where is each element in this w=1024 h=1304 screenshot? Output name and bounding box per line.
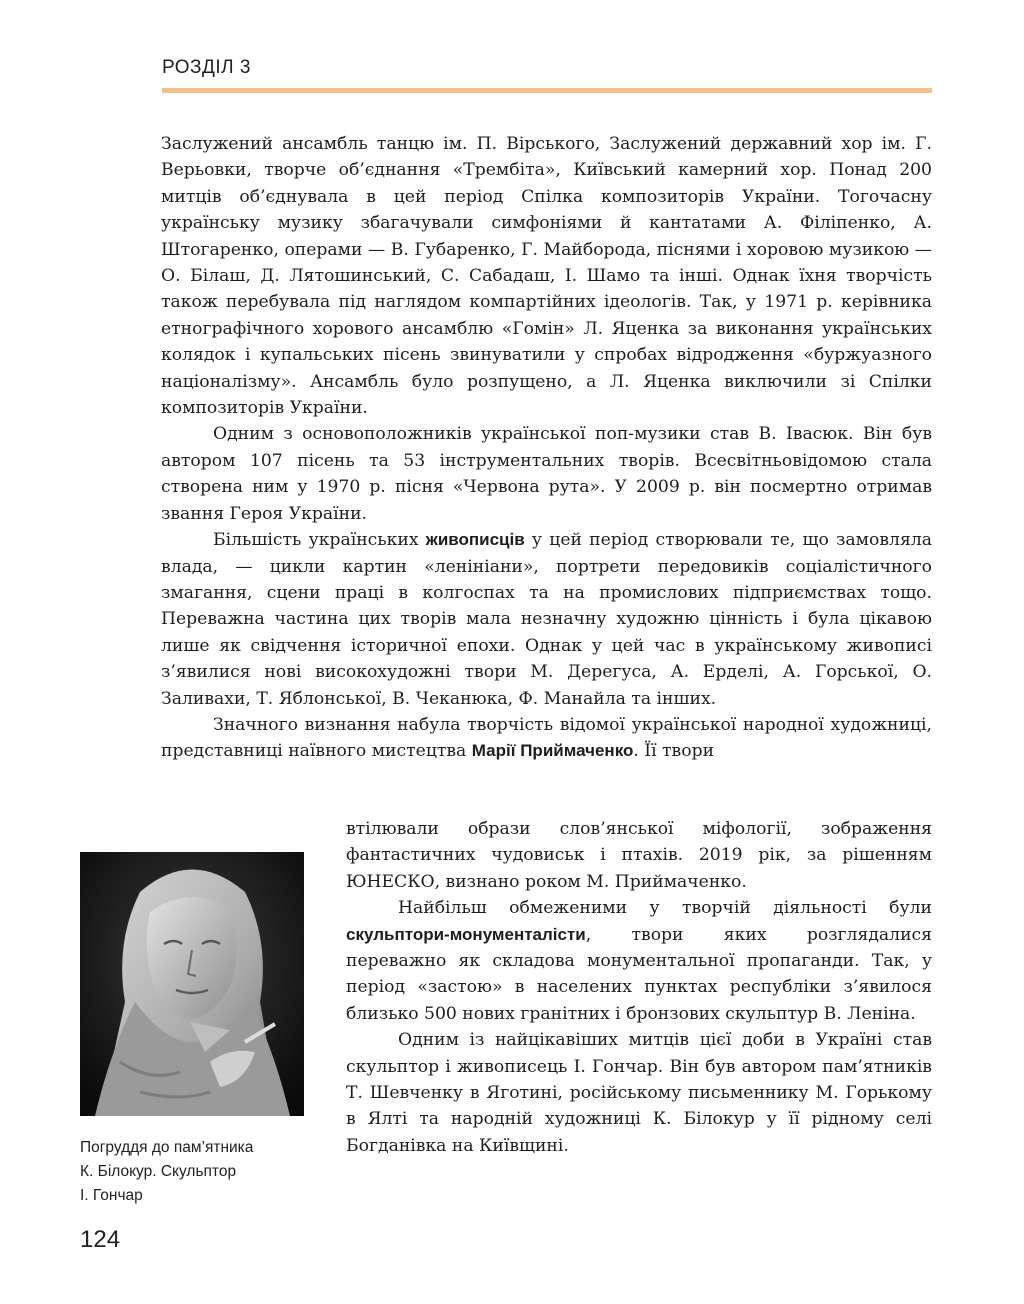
caption-line: Погруддя до пам’ятника [80, 1139, 254, 1156]
page-number: 124 [80, 1226, 121, 1253]
paragraph-ivasiuk: Одним з основоположників української поп-музики став В. Івасюк. Він був автором 107 пісень та 53 інструментальних творів. Всесвітньовідомою стала створена ним у 1970 р. пісня «Червона рута». У 2009 р. він посмертно отримав звання Героя України. [161, 424, 932, 524]
paragraph-sculptors-rest: , твори яких розглядалися переважно як складова монументальної пропаганди. Так, у період «застою» в населених пунктах республіки з’явилося близько 500 нових гранітних і бронзових скульптур В. Леніна. [346, 924, 932, 1024]
paragraph-sculptors-lead: Найбільш обмеженими у творчій діяльності були [398, 898, 932, 919]
paragraph-prymachenko-lead: Значного визнання набула творчість відомої української народної художниці, представниці наївного мистецтва [161, 714, 932, 762]
caption-line: К. Білокур. Скульптор [80, 1163, 237, 1180]
term-maria-prymachenko: Марії Приймаченко [471, 741, 634, 761]
paragraph-sculptors [346, 895, 932, 1027]
paragraph-painters-lead: Більшість українських [213, 530, 426, 551]
paragraph-prymachenko-tail: . Її твори [633, 741, 715, 762]
paragraph-music-ensembles: Заслужений ансамбль танцю ім. П. Вірського, Заслужений державний хор ім. Г. Верьовки, творче об’єднання «Трембіта», Київський камерний хор. Понад 200 митців об’єднувала в цей період Спілка композиторів України. Тогочасну українську музику збагачували симфоніями й кантатами А. Філіпенко, А. Штогаренко, операми — В. Губаренко, Г. Майборода, піснями і хоровою музикою — О. Білаш, Д. Лятошинський, С. Сабадаш, І. Шамо та інші. Однак їхня творчість також перебувала під наглядом компартійних ідеологів. Так, у 1971 р. керівника етнографічного хорового ансамблю «Гомін» Л. Яценка за виконання українських колядок і купальських пісень звинуватили у спробах відродження «буржуазного націоналізму». Ансамбль було розпущено, а Л. Яценка виключили зі Спілки композиторів України. [161, 134, 932, 419]
header-rule [162, 88, 932, 93]
bust-photo [80, 852, 304, 1116]
caption-line: І. Гончар [80, 1187, 143, 1204]
paragraph-painters [161, 527, 932, 712]
paragraph-prymachenko [161, 712, 932, 765]
narrow-text-block [346, 816, 932, 1159]
photo-caption [80, 1136, 320, 1208]
paragraph-prymachenko-continued: втілювали образи слов’янської міфології, зображення фантастичних чудовиськ і птахів. 2019 рік, за рішенням ЮНЕСКО, визнано роком М. Приймаченко. [346, 819, 932, 892]
paragraph-painters-rest: у цей період створювали те, що замовляла влада, — цикли картин «ленініани», портрети передовиків соціалістичного змагання, сцени праці в колгоспах та на промислових підприємствах тощо. Переважна частина цих творів мала незначну художню цінність і була цікавою лише як свідчення історичної епохи. Однак у цей час в українському живописі з’явилися нові високохудожні твори М. Дерегуса, А. Ерделі, А. Горської, О. Заливахи, Т. Яблонської, В. Чеканюка, Ф. Манайла та інших. [161, 530, 932, 709]
section-label: РОЗДІЛ 3 [162, 57, 251, 78]
bust-illustration [80, 852, 304, 1116]
paragraph-honchar: Одним із найцікавіших митців цієї доби в Україні став скульптор і живописець І. Гончар. Він був автором пам’ятників Т. Шевченку в Яготині, російському письменнику М. Горькому в Ялті та народній художниці К. Білокур у її рідному селі Богданівка на Київщині. [346, 1030, 932, 1156]
main-text-block [161, 131, 932, 765]
term-monumental-sculptors: скульптори-монументалісти [346, 924, 586, 944]
term-painters: живописців [425, 530, 525, 550]
